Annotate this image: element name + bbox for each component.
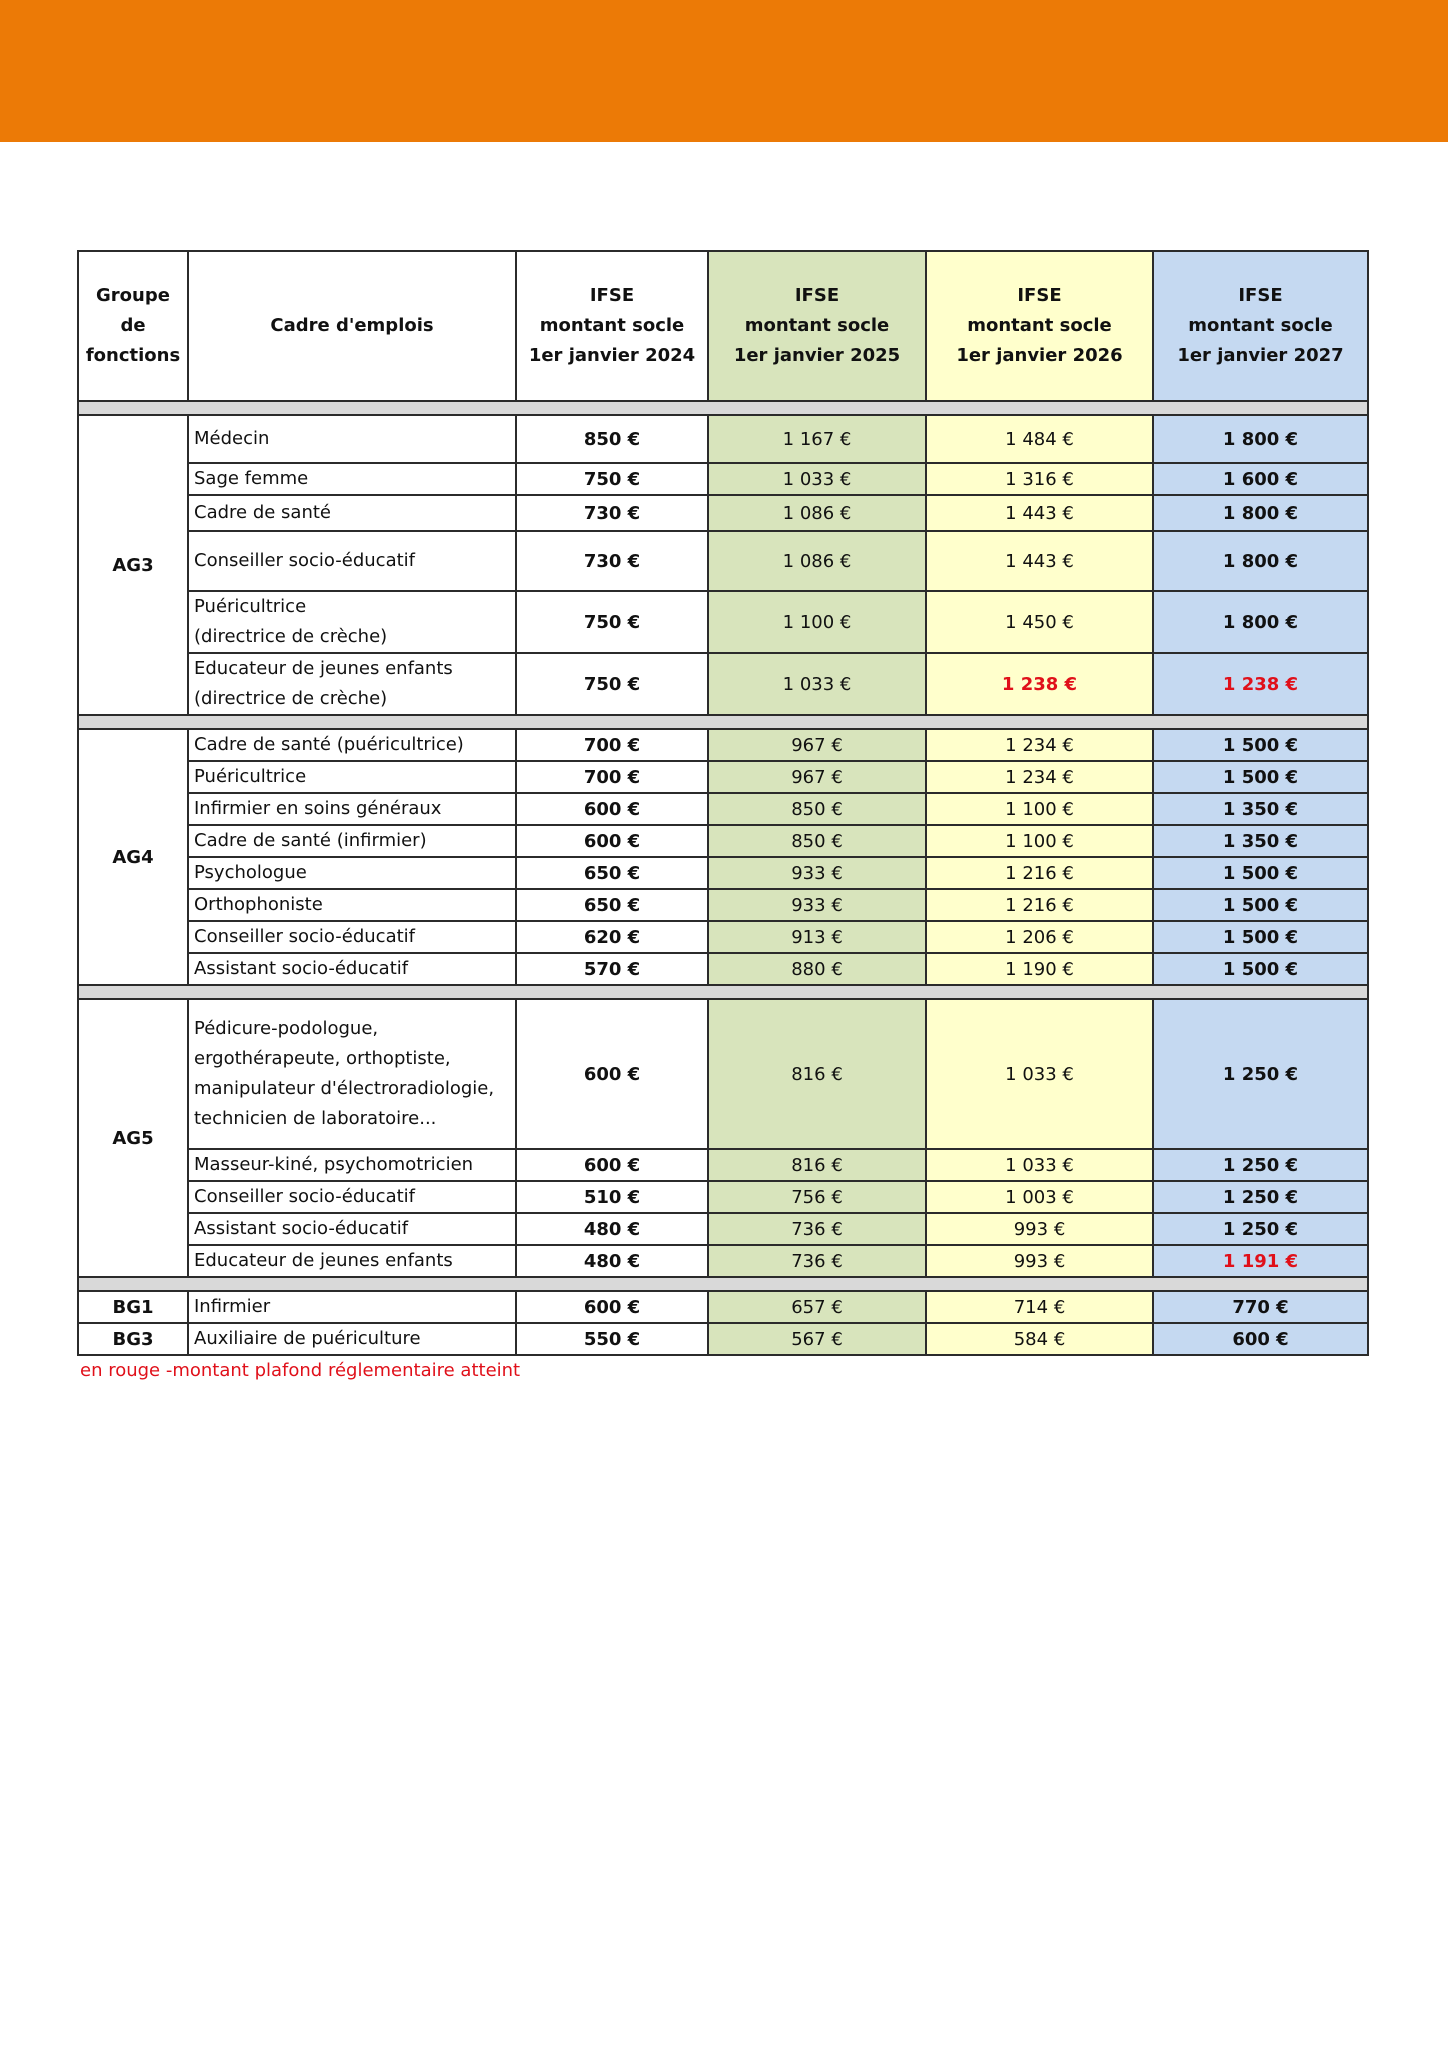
value-2024: 730 € [516,495,708,531]
table-row [78,653,1368,715]
value-2024: 550 € [516,1323,708,1355]
cadre-cell: Assistant socio-éducatif [188,1213,516,1245]
value-2026: 1 190 € [926,953,1153,985]
value-2026: 584 € [926,1323,1153,1355]
table-row [78,495,1368,531]
header-ifse-2024 [516,251,708,401]
group-label-ag5: AG5 [78,999,188,1277]
cadre-line: Pédicure-podologue, [194,1018,379,1039]
header-ifse-2027 [1153,251,1368,401]
header-line: IFSE [589,285,635,306]
value-2027: 1 500 € [1153,857,1368,889]
value-2027: 1 500 € [1153,889,1368,921]
group-label-ag4: AG4 [78,729,188,985]
table-row [78,857,1368,889]
value-2024: 750 € [516,463,708,495]
value-2024: 850 € [516,415,708,463]
cadre-cell: Infirmier en soins généraux [188,793,516,825]
table-row [78,1181,1368,1213]
cadre-cell: Educateur de jeunes enfants [188,1245,516,1277]
value-2026: 1 100 € [926,793,1153,825]
cadre-cell: Masseur-kiné, psychomotricien [188,1149,516,1181]
value-2027-ceiling: 1 238 € [1153,653,1368,715]
table-row [78,729,1368,761]
value-2025: 1 086 € [708,531,926,591]
separator-row [78,715,1368,729]
table-row [78,953,1368,985]
value-2025: 1 033 € [708,463,926,495]
value-2024: 750 € [516,653,708,715]
value-2025: 933 € [708,889,926,921]
value-2025: 880 € [708,953,926,985]
value-2024: 600 € [516,825,708,857]
value-2025: 816 € [708,1149,926,1181]
header-ifse-2026 [926,251,1153,401]
value-2025: 657 € [708,1291,926,1323]
value-2024: 600 € [516,1149,708,1181]
value-2027: 1 800 € [1153,531,1368,591]
value-2024: 700 € [516,761,708,793]
cadre-line: manipulateur d'électroradiologie, [194,1078,495,1099]
separator-cell [78,1277,1368,1291]
header-line: 1er janvier 2025 [733,345,901,366]
value-2025: 850 € [708,825,926,857]
cadre-cell: Auxiliaire de puériculture [188,1323,516,1355]
value-2026: 1 206 € [926,921,1153,953]
value-2025: 933 € [708,857,926,889]
table-row [78,825,1368,857]
separator-cell [78,715,1368,729]
header-row [78,251,1368,401]
separator-row [78,1277,1368,1291]
value-2026: 714 € [926,1291,1153,1323]
cadre-cell: Sage femme [188,463,516,495]
value-2025: 1 086 € [708,495,926,531]
value-2025: 850 € [708,793,926,825]
cadre-line: (directrice de crèche) [194,626,388,647]
header-line: 1er janvier 2024 [528,345,696,366]
header-group-de-fonctions [78,251,188,401]
value-2025: 967 € [708,761,926,793]
value-2027: 770 € [1153,1291,1368,1323]
cadre-cell: Psychologue [188,857,516,889]
cadre-line: technicien de laboratoire... [194,1108,437,1129]
footnote-ceiling-legend: en rouge -montant plafond réglementaire atteint [80,1360,521,1381]
group-label-bg1: BG1 [78,1291,188,1323]
table-row [78,761,1368,793]
header-line: montant socle [967,315,1112,336]
value-2026: 1 033 € [926,1149,1153,1181]
value-2025: 567 € [708,1323,926,1355]
top-banner [0,0,1448,142]
value-2025: 816 € [708,999,926,1149]
cadre-line: (directrice de crèche) [194,688,388,709]
value-2027: 1 250 € [1153,1149,1368,1181]
table-row [78,415,1368,463]
value-2027: 1 600 € [1153,463,1368,495]
value-2026: 993 € [926,1213,1153,1245]
value-2026: 993 € [926,1245,1153,1277]
value-2024: 600 € [516,1291,708,1323]
value-2024: 650 € [516,889,708,921]
value-2025: 1 033 € [708,653,926,715]
cadre-cell: Conseiller socio-éducatif [188,1181,516,1213]
cadre-cell: Infirmier [188,1291,516,1323]
cadre-cell: Conseiller socio-éducatif [188,531,516,591]
value-2024: 620 € [516,921,708,953]
value-2026: 1 100 € [926,825,1153,857]
value-2025: 756 € [708,1181,926,1213]
table-row [78,1323,1368,1355]
value-2024: 570 € [516,953,708,985]
header-group-line: fonctions [85,345,181,366]
value-2027: 1 500 € [1153,953,1368,985]
value-2027-ceiling: 1 191 € [1153,1245,1368,1277]
value-2024: 650 € [516,857,708,889]
table-row [78,1149,1368,1181]
cadre-cell: Conseiller socio-éducatif [188,921,516,953]
cadre-line: Educateur de jeunes enfants [194,658,453,679]
value-2027: 1 250 € [1153,1213,1368,1245]
header-line: IFSE [1238,285,1283,306]
cadre-cell: Cadre de santé (puéricultrice) [188,729,516,761]
value-2027: 1 800 € [1153,495,1368,531]
table-row [78,591,1368,653]
cadre-cell: Orthophoniste [188,889,516,921]
value-2026: 1 443 € [926,495,1153,531]
value-2024: 600 € [516,999,708,1149]
value-2027: 1 500 € [1153,729,1368,761]
value-2026: 1 234 € [926,729,1153,761]
cadre-cell [188,999,516,1149]
value-2026: 1 216 € [926,889,1153,921]
value-2025: 913 € [708,921,926,953]
cadre-cell: Cadre de santé [188,495,516,531]
header-line: IFSE [794,285,840,306]
value-2026: 1 443 € [926,531,1153,591]
value-2026: 1 234 € [926,761,1153,793]
value-2026: 1 003 € [926,1181,1153,1213]
value-2024: 480 € [516,1245,708,1277]
header-line: montant socle [744,315,890,336]
value-2025: 1 167 € [708,415,926,463]
value-2027: 1 350 € [1153,793,1368,825]
header-line: montant socle [539,315,685,336]
cadre-cell: Assistant socio-éducatif [188,953,516,985]
value-2027: 1 500 € [1153,761,1368,793]
value-2026-ceiling: 1 238 € [926,653,1153,715]
header-ifse-2025 [708,251,926,401]
value-2025: 967 € [708,729,926,761]
value-2027: 1 350 € [1153,825,1368,857]
value-2024: 730 € [516,531,708,591]
table-row [78,1291,1368,1323]
cadre-cell: Puéricultrice [188,761,516,793]
table-row [78,463,1368,495]
table-row [78,999,1368,1149]
group-label-bg3: BG3 [78,1323,188,1355]
header-line: 1er janvier 2026 [956,345,1123,366]
value-2025: 736 € [708,1245,926,1277]
cadre-cell: Médecin [188,415,516,463]
value-2027: 1 500 € [1153,921,1368,953]
cadre-cell [188,591,516,653]
value-2027: 1 250 € [1153,1181,1368,1213]
value-2026: 1 216 € [926,857,1153,889]
separator-row [78,985,1368,999]
table-row [78,1245,1368,1277]
header-group-line: Groupe de [96,285,170,336]
ifse-table [77,250,1369,1356]
ifse-table-container [77,250,1367,1356]
value-2027: 600 € [1153,1323,1368,1355]
table-row [78,1213,1368,1245]
table-row [78,921,1368,953]
value-2026: 1 316 € [926,463,1153,495]
table-row [78,793,1368,825]
value-2025: 1 100 € [708,591,926,653]
cadre-cell: Cadre de santé (infirmier) [188,825,516,857]
value-2026: 1 450 € [926,591,1153,653]
value-2024: 510 € [516,1181,708,1213]
table-row [78,889,1368,921]
value-2024: 750 € [516,591,708,653]
value-2027: 1 800 € [1153,415,1368,463]
header-line: montant socle [1188,315,1333,336]
cadre-cell [188,653,516,715]
cadre-line: ergothérapeute, orthoptiste, [194,1048,451,1069]
value-2027: 1 800 € [1153,591,1368,653]
value-2025: 736 € [708,1213,926,1245]
group-label-ag3: AG3 [78,415,188,715]
table-row [78,531,1368,591]
header-line: 1er janvier 2027 [1177,345,1344,366]
separator-cell [78,401,1368,415]
header-line: IFSE [1017,285,1062,306]
value-2024: 700 € [516,729,708,761]
value-2027: 1 250 € [1153,999,1368,1149]
cadre-line: Puéricultrice [194,596,307,617]
value-2026: 1 033 € [926,999,1153,1149]
header-cadre-d-emplois: Cadre d'emplois [188,251,516,401]
separator-row [78,401,1368,415]
value-2024: 480 € [516,1213,708,1245]
separator-cell [78,985,1368,999]
value-2024: 600 € [516,793,708,825]
value-2026: 1 484 € [926,415,1153,463]
